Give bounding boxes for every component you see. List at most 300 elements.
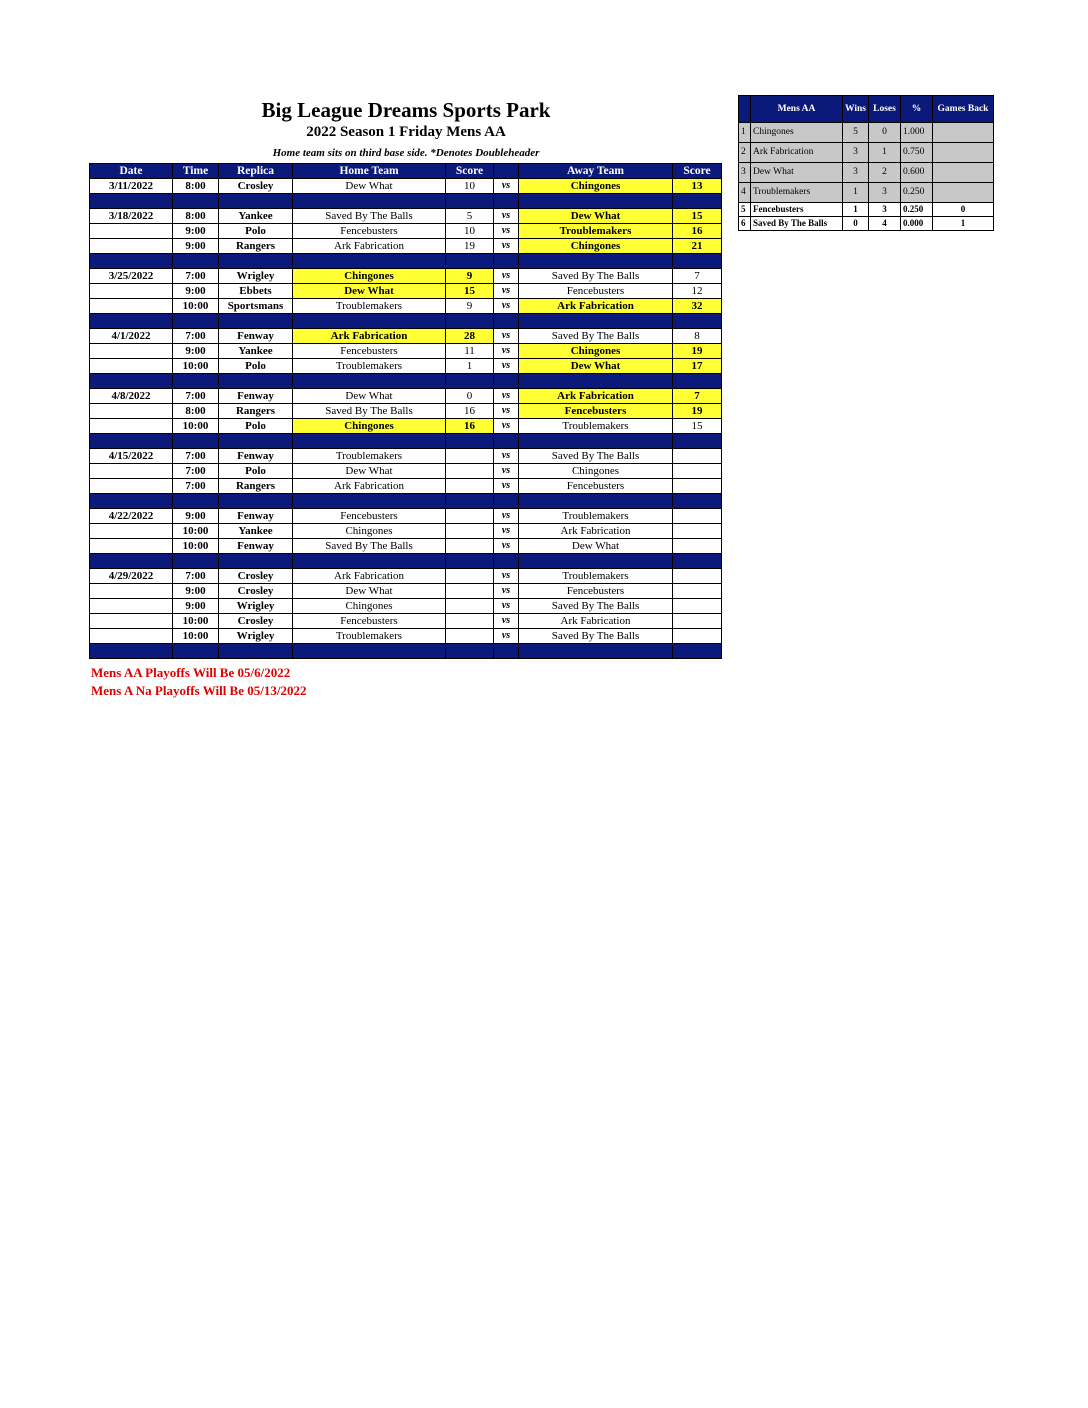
game-date <box>90 404 173 419</box>
game-away-team: Troublemakers <box>519 419 673 434</box>
game-time: 10:00 <box>173 524 219 539</box>
separator-cell <box>173 434 219 449</box>
game-date <box>90 524 173 539</box>
game-time: 10:00 <box>173 539 219 554</box>
game-date <box>90 599 173 614</box>
separator-cell <box>219 254 293 269</box>
game-replica-field: Polo <box>219 419 293 434</box>
standings-games-back <box>933 143 994 163</box>
game-away-score: 15 <box>673 419 722 434</box>
game-away-team: Saved By The Balls <box>519 599 673 614</box>
game-time: 7:00 <box>173 464 219 479</box>
standings-rank: 5 <box>739 203 751 217</box>
game-home-team: Troublemakers <box>293 359 446 374</box>
standings-games-back <box>933 163 994 183</box>
game-row <box>90 239 722 254</box>
game-row <box>90 629 722 644</box>
game-time: 7:00 <box>173 329 219 344</box>
game-away-score <box>673 569 722 584</box>
separator-cell <box>90 314 173 329</box>
game-home-score <box>446 614 494 629</box>
game-vs: vs <box>494 359 519 374</box>
game-time: 10:00 <box>173 359 219 374</box>
separator-cell <box>293 434 446 449</box>
standings-wins: 0 <box>843 217 869 231</box>
game-vs: vs <box>494 569 519 584</box>
game-date: 3/11/2022 <box>90 179 173 194</box>
standings-rank: 6 <box>739 217 751 231</box>
separator-cell <box>446 644 494 659</box>
separator-cell <box>219 314 293 329</box>
game-home-team: Dew What <box>293 179 446 194</box>
separator-cell <box>219 194 293 209</box>
game-date: 3/25/2022 <box>90 269 173 284</box>
separator-cell <box>219 494 293 509</box>
separator-cell <box>673 494 722 509</box>
game-vs: vs <box>494 629 519 644</box>
game-replica-field: Fenway <box>219 389 293 404</box>
game-away-team: Fencebusters <box>519 284 673 299</box>
game-away-team: Fencebusters <box>519 584 673 599</box>
separator-cell <box>494 644 519 659</box>
game-away-team: Dew What <box>519 209 673 224</box>
game-home-score: 10 <box>446 179 494 194</box>
game-replica-field: Fenway <box>219 509 293 524</box>
game-away-score <box>673 599 722 614</box>
game-away-score <box>673 539 722 554</box>
game-home-team: Troublemakers <box>293 629 446 644</box>
game-away-score: 19 <box>673 344 722 359</box>
game-away-team: Dew What <box>519 539 673 554</box>
game-row <box>90 479 722 494</box>
game-date <box>90 224 173 239</box>
game-away-score: 17 <box>673 359 722 374</box>
game-away-team: Chingones <box>519 239 673 254</box>
game-time: 9:00 <box>173 599 219 614</box>
game-home-score: 10 <box>446 224 494 239</box>
col-header-replica: Replica <box>219 164 293 179</box>
col-header-away-score: Score <box>673 164 722 179</box>
separator-cell <box>90 644 173 659</box>
standings-row <box>739 143 994 163</box>
standings-header-losses: Loses <box>869 96 901 123</box>
game-time: 7:00 <box>173 449 219 464</box>
game-home-team: Troublemakers <box>293 449 446 464</box>
standings-header-pct: % <box>901 96 933 123</box>
game-home-team: Dew What <box>293 284 446 299</box>
standings-pct: 0.600 <box>901 163 933 183</box>
game-row <box>90 344 722 359</box>
game-home-score: 11 <box>446 344 494 359</box>
game-home-team: Dew What <box>293 464 446 479</box>
game-row <box>90 599 722 614</box>
game-replica-field: Rangers <box>219 479 293 494</box>
col-header-time: Time <box>173 164 219 179</box>
game-date <box>90 299 173 314</box>
separator-cell <box>446 374 494 389</box>
standings-losses: 1 <box>869 143 901 163</box>
game-vs: vs <box>494 419 519 434</box>
separator-cell <box>519 374 673 389</box>
game-row <box>90 509 722 524</box>
separator-cell <box>90 374 173 389</box>
week-separator-row <box>90 434 722 449</box>
standings-team: Fencebusters <box>751 203 843 217</box>
game-away-team: Saved By The Balls <box>519 449 673 464</box>
game-time: 9:00 <box>173 224 219 239</box>
separator-cell <box>293 374 446 389</box>
standings-header-team: Mens AA <box>751 96 843 123</box>
game-home-team: Saved By The Balls <box>293 209 446 224</box>
separator-cell <box>293 254 446 269</box>
game-date <box>90 629 173 644</box>
game-row <box>90 614 722 629</box>
game-home-score: 5 <box>446 209 494 224</box>
standings-pct: 0.250 <box>901 203 933 217</box>
game-away-team: Chingones <box>519 344 673 359</box>
standings-losses: 0 <box>869 123 901 143</box>
separator-cell <box>519 494 673 509</box>
game-home-score <box>446 479 494 494</box>
game-row <box>90 419 722 434</box>
game-replica-field: Polo <box>219 224 293 239</box>
game-home-team: Ark Fabrication <box>293 329 446 344</box>
game-away-score <box>673 629 722 644</box>
game-home-score: 16 <box>446 404 494 419</box>
game-time: 7:00 <box>173 569 219 584</box>
standings-pct: 0.750 <box>901 143 933 163</box>
game-home-team: Fencebusters <box>293 224 446 239</box>
separator-cell <box>173 494 219 509</box>
separator-cell <box>494 254 519 269</box>
game-row <box>90 539 722 554</box>
game-home-score: 1 <box>446 359 494 374</box>
game-time: 9:00 <box>173 344 219 359</box>
separator-cell <box>446 194 494 209</box>
game-row <box>90 179 722 194</box>
game-vs: vs <box>494 539 519 554</box>
col-header-home-team: Home Team <box>293 164 446 179</box>
standings-pct: 0.250 <box>901 183 933 203</box>
game-away-team: Ark Fabrication <box>519 389 673 404</box>
standings-games-back <box>933 123 994 143</box>
standings-team: Troublemakers <box>751 183 843 203</box>
separator-cell <box>293 314 446 329</box>
game-vs: vs <box>494 269 519 284</box>
game-date <box>90 344 173 359</box>
game-row <box>90 464 722 479</box>
separator-cell <box>219 374 293 389</box>
separator-cell <box>673 644 722 659</box>
game-vs: vs <box>494 299 519 314</box>
standings-losses: 3 <box>869 203 901 217</box>
game-home-team: Chingones <box>293 524 446 539</box>
game-away-team: Chingones <box>519 179 673 194</box>
standings-pct: 1.000 <box>901 123 933 143</box>
separator-cell <box>494 494 519 509</box>
playoffs-note-aa: Mens AA Playoffs Will Be 05/6/2022 <box>91 665 291 680</box>
game-away-team: Ark Fabrication <box>519 524 673 539</box>
game-date <box>90 359 173 374</box>
game-replica-field: Crosley <box>219 569 293 584</box>
game-away-team: Troublemakers <box>519 569 673 584</box>
game-date: 4/22/2022 <box>90 509 173 524</box>
game-time: 9:00 <box>173 509 219 524</box>
game-home-score <box>446 629 494 644</box>
schedule-note: Home team sits on third base side. *Denotes Doubleheader <box>272 147 540 159</box>
game-home-team: Saved By The Balls <box>293 404 446 419</box>
game-home-score <box>446 539 494 554</box>
game-time: 9:00 <box>173 584 219 599</box>
game-replica-field: Wrigley <box>219 629 293 644</box>
separator-cell <box>673 314 722 329</box>
standings-team: Dew What <box>751 163 843 183</box>
game-replica-field: Fenway <box>219 449 293 464</box>
standings-team: Chingones <box>751 123 843 143</box>
game-home-team: Chingones <box>293 599 446 614</box>
separator-cell <box>173 314 219 329</box>
game-away-score <box>673 524 722 539</box>
separator-cell <box>673 554 722 569</box>
game-home-score: 9 <box>446 299 494 314</box>
game-vs: vs <box>494 404 519 419</box>
game-away-score: 15 <box>673 209 722 224</box>
game-date: 4/1/2022 <box>90 329 173 344</box>
game-away-score: 19 <box>673 404 722 419</box>
standings-losses: 3 <box>869 183 901 203</box>
separator-cell <box>494 374 519 389</box>
standings-table <box>738 95 994 231</box>
standings-games-back: 1 <box>933 217 994 231</box>
game-date <box>90 464 173 479</box>
game-vs: vs <box>494 584 519 599</box>
game-replica-field: Crosley <box>219 584 293 599</box>
game-replica-field: Ebbets <box>219 284 293 299</box>
game-home-score <box>446 524 494 539</box>
separator-cell <box>219 644 293 659</box>
separator-cell <box>494 194 519 209</box>
game-home-team: Saved By The Balls <box>293 539 446 554</box>
standings-header-games-back: Games Back <box>933 96 994 123</box>
game-vs: vs <box>494 614 519 629</box>
separator-cell <box>519 554 673 569</box>
game-time: 7:00 <box>173 389 219 404</box>
separator-cell <box>173 554 219 569</box>
game-row <box>90 284 722 299</box>
game-home-team: Chingones <box>293 269 446 284</box>
game-date <box>90 614 173 629</box>
game-row <box>90 299 722 314</box>
game-vs: vs <box>494 599 519 614</box>
game-vs: vs <box>494 464 519 479</box>
game-time: 10:00 <box>173 419 219 434</box>
standings-team: Ark Fabrication <box>751 143 843 163</box>
col-header-vs <box>494 164 519 179</box>
game-vs: vs <box>494 524 519 539</box>
standings-rank: 3 <box>739 163 751 183</box>
schedule-table <box>89 163 722 659</box>
standings-losses: 2 <box>869 163 901 183</box>
standings-wins: 1 <box>843 203 869 217</box>
page-subtitle: 2022 Season 1 Friday Mens AA <box>306 124 506 140</box>
separator-cell <box>173 254 219 269</box>
game-time: 7:00 <box>173 269 219 284</box>
game-away-score: 16 <box>673 224 722 239</box>
game-row <box>90 329 722 344</box>
standings-header-wins: Wins <box>843 96 869 123</box>
separator-cell <box>519 254 673 269</box>
game-away-team: Saved By The Balls <box>519 329 673 344</box>
game-away-score: 21 <box>673 239 722 254</box>
week-separator-row <box>90 314 722 329</box>
game-away-team: Troublemakers <box>519 224 673 239</box>
separator-cell <box>90 494 173 509</box>
game-vs: vs <box>494 344 519 359</box>
game-away-score <box>673 614 722 629</box>
game-replica-field: Sportsmans <box>219 299 293 314</box>
game-replica-field: Crosley <box>219 614 293 629</box>
separator-cell <box>494 434 519 449</box>
game-home-score: 9 <box>446 269 494 284</box>
game-away-score: 7 <box>673 269 722 284</box>
game-home-score: 15 <box>446 284 494 299</box>
game-away-score: 8 <box>673 329 722 344</box>
standings-row <box>739 203 994 217</box>
standings-rank: 1 <box>739 123 751 143</box>
week-separator-row <box>90 374 722 389</box>
week-separator-row <box>90 254 722 269</box>
game-replica-field: Fenway <box>219 539 293 554</box>
separator-cell <box>90 554 173 569</box>
standings-games-back <box>933 183 994 203</box>
game-away-team: Dew What <box>519 359 673 374</box>
game-time: 10:00 <box>173 629 219 644</box>
game-row <box>90 209 722 224</box>
game-vs: vs <box>494 284 519 299</box>
game-home-score <box>446 599 494 614</box>
game-home-team: Fencebusters <box>293 509 446 524</box>
game-away-team: Ark Fabrication <box>519 614 673 629</box>
separator-cell <box>673 194 722 209</box>
separator-cell <box>673 434 722 449</box>
playoffs-note-a: Mens A Na Playoffs Will Be 05/13/2022 <box>91 683 307 698</box>
game-home-score: 28 <box>446 329 494 344</box>
col-header-home-score: Score <box>446 164 494 179</box>
game-replica-field: Wrigley <box>219 269 293 284</box>
game-vs: vs <box>494 239 519 254</box>
game-away-score: 12 <box>673 284 722 299</box>
separator-cell <box>494 314 519 329</box>
game-row <box>90 404 722 419</box>
game-home-team: Chingones <box>293 419 446 434</box>
game-date: 4/8/2022 <box>90 389 173 404</box>
separator-cell <box>446 434 494 449</box>
week-separator-row <box>90 494 722 509</box>
game-row <box>90 569 722 584</box>
game-home-score <box>446 584 494 599</box>
standings-wins: 3 <box>843 143 869 163</box>
game-home-team: Troublemakers <box>293 299 446 314</box>
game-away-score <box>673 449 722 464</box>
game-time: 8:00 <box>173 179 219 194</box>
separator-cell <box>219 554 293 569</box>
standings-team: Saved By The Balls <box>751 217 843 231</box>
separator-cell <box>673 254 722 269</box>
game-vs: vs <box>494 509 519 524</box>
game-vs: vs <box>494 389 519 404</box>
game-home-team: Ark Fabrication <box>293 239 446 254</box>
game-row <box>90 524 722 539</box>
game-replica-field: Rangers <box>219 404 293 419</box>
game-vs: vs <box>494 179 519 194</box>
standings-losses: 4 <box>869 217 901 231</box>
game-away-score <box>673 464 722 479</box>
game-time: 10:00 <box>173 299 219 314</box>
separator-cell <box>519 314 673 329</box>
game-date <box>90 479 173 494</box>
game-away-team: Saved By The Balls <box>519 629 673 644</box>
game-vs: vs <box>494 329 519 344</box>
game-date <box>90 284 173 299</box>
game-away-team: Ark Fabrication <box>519 299 673 314</box>
game-replica-field: Yankee <box>219 344 293 359</box>
separator-cell <box>293 194 446 209</box>
separator-cell <box>673 374 722 389</box>
separator-cell <box>446 554 494 569</box>
game-home-score <box>446 464 494 479</box>
separator-cell <box>446 314 494 329</box>
game-home-score: 19 <box>446 239 494 254</box>
standings-header-row <box>739 96 994 123</box>
separator-cell <box>519 434 673 449</box>
game-replica-field: Crosley <box>219 179 293 194</box>
game-replica-field: Yankee <box>219 209 293 224</box>
separator-cell <box>90 254 173 269</box>
game-time: 8:00 <box>173 404 219 419</box>
standings-rank: 4 <box>739 183 751 203</box>
standings-row <box>739 183 994 203</box>
game-home-score: 0 <box>446 389 494 404</box>
standings-row <box>739 217 994 231</box>
separator-cell <box>90 194 173 209</box>
standings-rank: 2 <box>739 143 751 163</box>
game-vs: vs <box>494 224 519 239</box>
separator-cell <box>90 434 173 449</box>
game-row <box>90 449 722 464</box>
schedule-header-row <box>90 164 722 179</box>
separator-cell <box>293 554 446 569</box>
separator-cell <box>446 254 494 269</box>
game-home-team: Fencebusters <box>293 614 446 629</box>
game-row <box>90 584 722 599</box>
game-away-score: 32 <box>673 299 722 314</box>
game-replica-field: Fenway <box>219 329 293 344</box>
standings-games-back: 0 <box>933 203 994 217</box>
game-date <box>90 584 173 599</box>
game-away-team: Troublemakers <box>519 509 673 524</box>
game-date: 4/29/2022 <box>90 569 173 584</box>
separator-cell <box>173 374 219 389</box>
standings-row <box>739 123 994 143</box>
col-header-away-team: Away Team <box>519 164 673 179</box>
col-header-date: Date <box>90 164 173 179</box>
game-home-team: Fencebusters <box>293 344 446 359</box>
standings-wins: 5 <box>843 123 869 143</box>
separator-cell <box>446 494 494 509</box>
game-away-score <box>673 584 722 599</box>
game-time: 7:00 <box>173 479 219 494</box>
game-time: 10:00 <box>173 614 219 629</box>
